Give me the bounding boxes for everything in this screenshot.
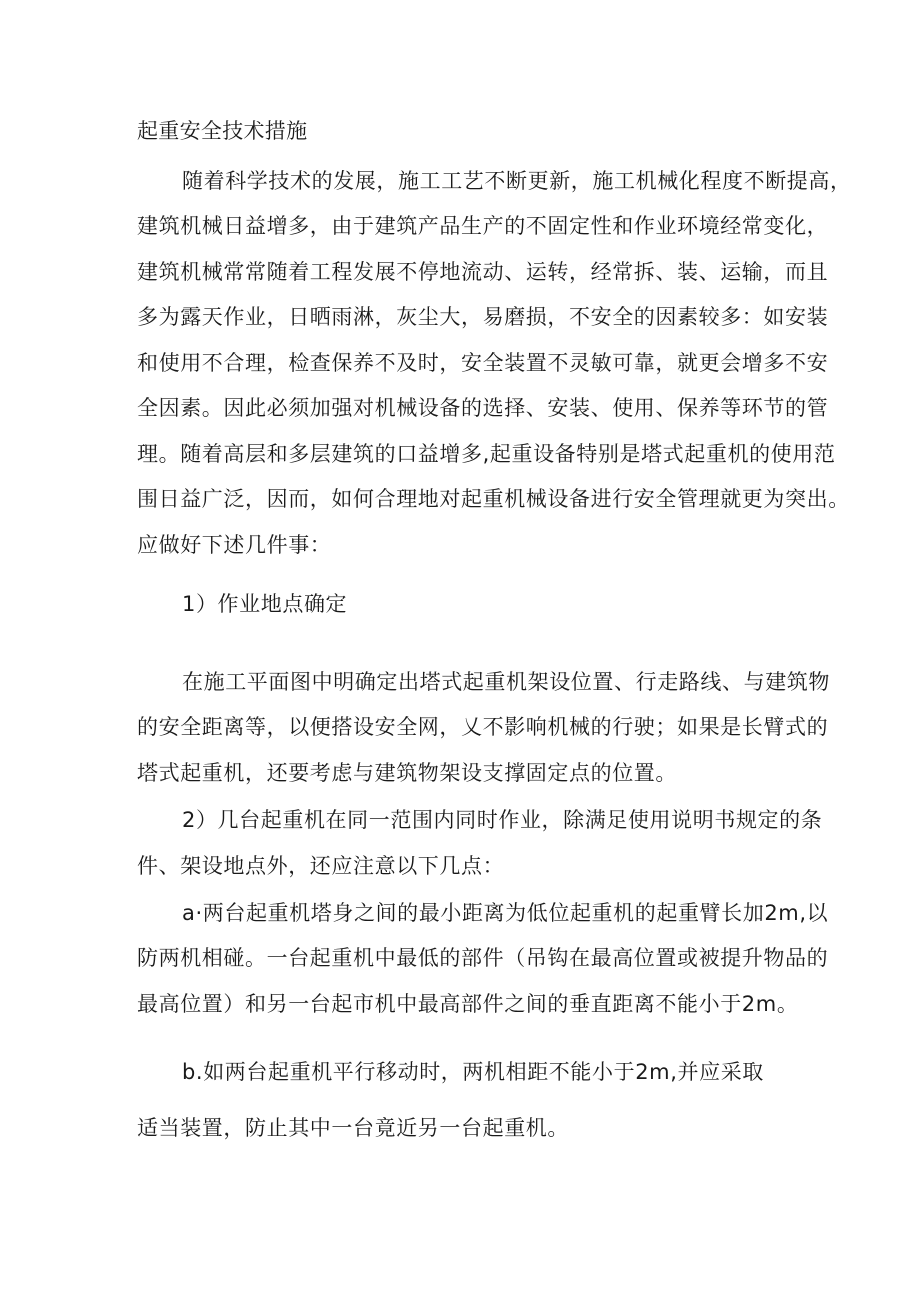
paragraph-line: 在施工平面图中明确定出塔式起重机架设位置、行走路线、与建筑物 (182, 670, 830, 694)
list-item-a-line: 最高位置）和另一台起市机中最高部件之间的垂直距离不能小于2m。 (137, 992, 799, 1016)
list-item-a-line: a·两台起重机塔身之间的最小距离为低位起重机的起重臂长加2m,以 (182, 901, 829, 925)
paragraph-line: 件、架设地点外，还应注意以下几点： (137, 854, 505, 878)
paragraph-line: 理。随着高层和多层建筑的口益增多,起重设备特别是塔式起重机的使用范 (137, 442, 836, 466)
paragraph-line: 建筑机械常常随着工程发展不停地流动、运转，经常拆、装、运输，而且 (137, 260, 829, 284)
list-item-b-line: 适当装置，防止其中一台竟近另一台起重机。 (137, 1116, 569, 1140)
section-heading: 1）作业地点确定 (182, 592, 348, 616)
paragraph-line: 全因素。因此必须加强对机械设备的选择、安装、使用、保养等环节的管 (137, 396, 829, 420)
paragraph-line: 2）几台起重机在同一范围内同时作业，除满足使用说明书规定的条 (182, 808, 823, 832)
paragraph-line: 围日益广泛，因而，如何合理地对起重机械设备进行安全管理就更为突出。 (137, 487, 850, 511)
paragraph-line: 随着科学技术的发展，施工工艺不断更新，施工机械化程度不断提高， (182, 169, 852, 193)
paragraph-line: 多为露天作业，日晒雨淋，灰尘大，易磨损，不安全的因素较多：如安装 (137, 305, 829, 329)
paragraph-line: 和使用不合理，检查保养不及时，安全装置不灵敏可靠，就更会增多不安 (137, 351, 829, 375)
paragraph-line: 建筑机械日益增多，由于建筑产品生产的不固定性和作业环境经常变化， (137, 214, 829, 238)
paragraph-line: 应做好下述几件事： (137, 533, 332, 557)
list-item-b-line: b.如两台起重机平行移动时，两机相距不能小于2m,并应采取 (182, 1060, 764, 1084)
document-title: 起重安全技术措施 (137, 119, 308, 143)
paragraph-line: 的安全距离等，以便搭设安全网，乂不影响机械的行驶；如果是长臂式的 (137, 715, 829, 739)
paragraph-line: 塔式起重机，还要考虑与建筑物架设支撑固定点的位置。 (137, 761, 677, 785)
list-item-a-line: 防两机相碰。一台起重机中最低的部件（吊钩在最高位置或被提升物品的 (137, 946, 829, 970)
